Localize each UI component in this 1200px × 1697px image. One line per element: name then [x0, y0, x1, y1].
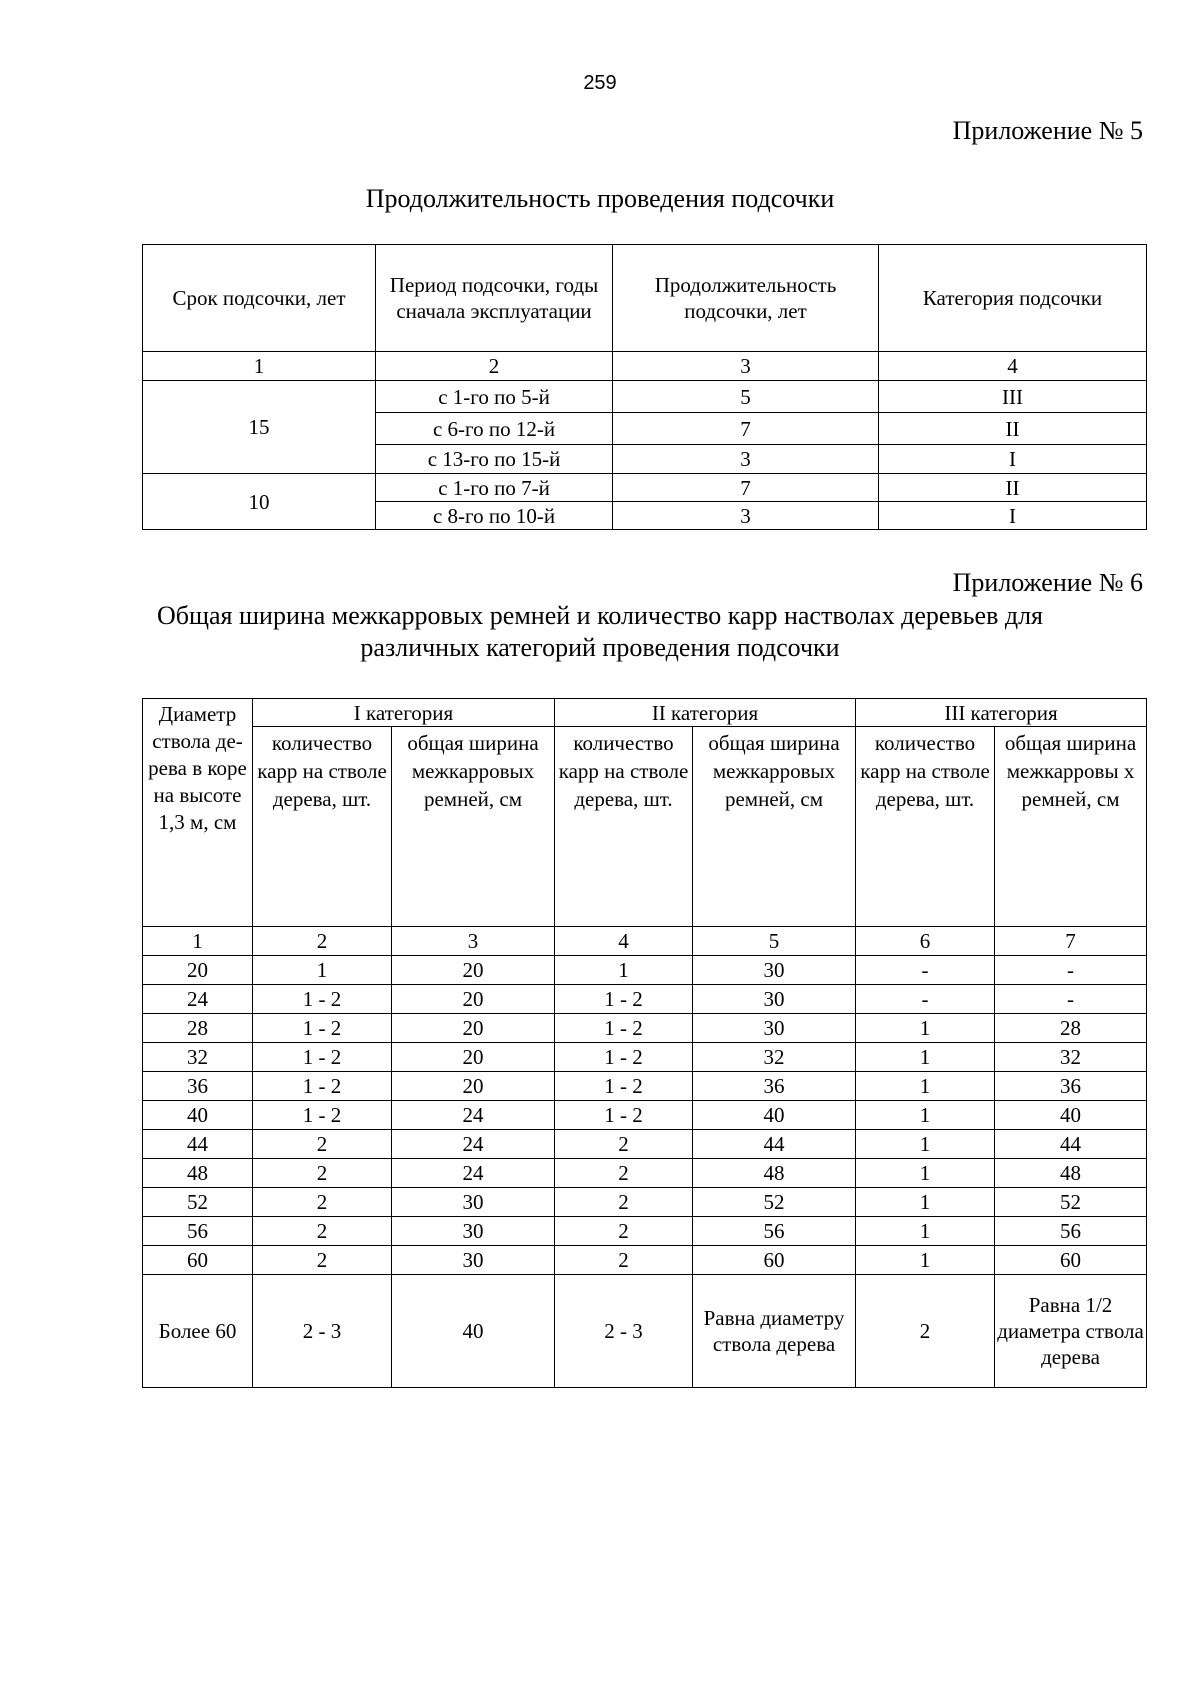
cell: 2: [253, 1159, 392, 1188]
period-cell: с 1-го по 5-й: [376, 381, 613, 413]
col-number: 6: [856, 927, 995, 956]
cell: 44: [693, 1130, 856, 1159]
duration-cell: 5: [613, 381, 879, 413]
cell: 56: [143, 1217, 253, 1246]
cell: 1: [856, 1246, 995, 1275]
table-row: [143, 985, 1147, 1014]
appendix-5-label: Приложение № 5: [952, 116, 1143, 145]
cell: 30: [392, 1188, 555, 1217]
cell: 1: [555, 956, 693, 985]
col-number: 5: [693, 927, 856, 956]
cell: 2: [253, 1246, 392, 1275]
period-cell: с 8-го по 10-й: [376, 502, 613, 530]
header-term-text: Срок подсочки, лет: [172, 286, 346, 310]
cell: 44: [995, 1130, 1147, 1159]
table-header-row: [143, 245, 1147, 352]
cell: -: [856, 985, 995, 1014]
cell: 2 - 3: [555, 1275, 693, 1388]
cell: 1 - 2: [555, 1101, 693, 1130]
subheader-count: количество карр на стволе дерева, шт.: [555, 727, 693, 927]
cell: 2: [555, 1217, 693, 1246]
header-period: [376, 245, 613, 352]
table-row: [143, 1130, 1147, 1159]
cell: 20: [392, 1072, 555, 1101]
cell: 32: [995, 1043, 1147, 1072]
cell: -: [995, 985, 1147, 1014]
cell: 1: [253, 956, 392, 985]
table-row: [143, 1072, 1147, 1101]
header-category-3: III категория: [856, 699, 1147, 727]
category-cell: II: [879, 474, 1147, 502]
cell: 2: [555, 1246, 693, 1275]
period-cell: с 1-го по 7-й: [376, 474, 613, 502]
cell: 52: [693, 1188, 856, 1217]
cell: 2: [253, 1130, 392, 1159]
cell: 30: [392, 1217, 555, 1246]
cell: 36: [143, 1072, 253, 1101]
cell: 44: [143, 1130, 253, 1159]
cell: 1: [856, 1101, 995, 1130]
cell: 2: [253, 1217, 392, 1246]
cell: 30: [693, 985, 856, 1014]
col-number: 3: [392, 927, 555, 956]
cell: 1 - 2: [555, 1072, 693, 1101]
subheader-count: количество карр на стволе дерева, шт.: [253, 727, 392, 927]
table-row: [143, 474, 1147, 502]
cell: 2 - 3: [253, 1275, 392, 1388]
cell: 2: [555, 1159, 693, 1188]
duration-cell: 3: [613, 445, 879, 474]
cell: 1 - 2: [253, 985, 392, 1014]
cell: 1 - 2: [253, 1014, 392, 1043]
cell: 56: [995, 1217, 1147, 1246]
page-number: 259: [583, 72, 617, 94]
subheader-width: общая ширина межкарровых ремней, см: [392, 727, 555, 927]
cell: 36: [995, 1072, 1147, 1101]
subheader-row: [143, 727, 1147, 927]
appendix-6-table: [142, 698, 1147, 1388]
appendix-5-title: Продолжительность проведения подсочки: [365, 184, 835, 213]
cell: 48: [995, 1159, 1147, 1188]
cell: 1: [856, 1043, 995, 1072]
cell: 40: [995, 1101, 1147, 1130]
duration-cell: 7: [613, 474, 879, 502]
cell: 1 - 2: [555, 985, 693, 1014]
category-cell: III: [879, 381, 1147, 413]
cell: -: [995, 956, 1147, 985]
period-cell: с 6-го по 12-й: [376, 413, 613, 445]
header-term: [143, 245, 376, 352]
col-number: 2: [253, 927, 392, 956]
cell: 30: [693, 956, 856, 985]
subheader-count: количество карр на стволе дерева, шт.: [856, 727, 995, 927]
cell: 40: [143, 1101, 253, 1130]
table-row: [143, 1014, 1147, 1043]
header-diameter: Диаметр ствола де-рева в коре на высоте 1,3 м, см: [143, 699, 253, 927]
appendix-6-title-line2: различных категорий проведения подсочки: [360, 633, 840, 662]
cell: 24: [392, 1159, 555, 1188]
appendix-6-title-line1: Общая ширина межкарровых ремней и количество карр настволах деревьев для: [156, 601, 1044, 630]
cell: 28: [143, 1014, 253, 1043]
header-category-2: II категория: [555, 699, 856, 727]
cell: 1 - 2: [555, 1043, 693, 1072]
header-category-text: Категория подсочки: [922, 286, 1103, 310]
cell: 20: [392, 1043, 555, 1072]
category-cell: I: [879, 445, 1147, 474]
cell: 1 - 2: [253, 1043, 392, 1072]
cell: 2: [253, 1188, 392, 1217]
cell: 1: [856, 1130, 995, 1159]
cell: 56: [693, 1217, 856, 1246]
cell: 36: [693, 1072, 856, 1101]
cell: 32: [143, 1043, 253, 1072]
cell: 40: [693, 1101, 856, 1130]
col-number: 1: [143, 352, 376, 381]
category-header-row: [143, 699, 1147, 727]
cell: 48: [693, 1159, 856, 1188]
col-number: 4: [555, 927, 693, 956]
period-cell: с 13-го по 15-й: [376, 445, 613, 474]
table-row: [143, 1159, 1147, 1188]
col-number: 3: [613, 352, 879, 381]
cell: 1: [856, 1188, 995, 1217]
cell: 60: [995, 1246, 1147, 1275]
table-row: [143, 1275, 1147, 1388]
cell: 2: [555, 1188, 693, 1217]
table-row: [143, 1043, 1147, 1072]
cell: 1: [856, 1014, 995, 1043]
cell: 52: [995, 1188, 1147, 1217]
cell: 48: [143, 1159, 253, 1188]
header-period-text: Период подсочки, годы сначала эксплуатации: [389, 273, 599, 323]
category-cell: I: [879, 502, 1147, 530]
table-row: [143, 956, 1147, 985]
cell: 20: [143, 956, 253, 985]
table-row: [143, 381, 1147, 413]
cell: 2: [555, 1130, 693, 1159]
cell: 28: [995, 1014, 1147, 1043]
cell: 30: [693, 1014, 856, 1043]
cell: Равна диаметру ствола дерева: [693, 1275, 856, 1388]
cell: 40: [392, 1275, 555, 1388]
cell: Равна 1/2 диаметра ствола дерева: [995, 1275, 1147, 1388]
cell: 32: [693, 1043, 856, 1072]
appendix-5-table: [142, 244, 1147, 530]
cell: 1: [856, 1159, 995, 1188]
term-cell: 15: [143, 381, 376, 474]
column-number-row: [143, 927, 1147, 956]
appendix-6-label: Приложение № 6: [952, 568, 1143, 597]
subheader-width: общая ширина межкарровых ремней, см: [693, 727, 856, 927]
col-number: 2: [376, 352, 613, 381]
cell: 1 - 2: [555, 1014, 693, 1043]
cell: 60: [693, 1246, 856, 1275]
cell: 52: [143, 1188, 253, 1217]
cell: 24: [143, 985, 253, 1014]
subheader-width: общая ширина межкарровы х ремней, см: [995, 727, 1147, 927]
table-row: [143, 1217, 1147, 1246]
table-row: [143, 1101, 1147, 1130]
table-row: [143, 1246, 1147, 1275]
table-row: [143, 1188, 1147, 1217]
duration-cell: 3: [613, 502, 879, 530]
col-number: 4: [879, 352, 1147, 381]
cell: 20: [392, 956, 555, 985]
cell: 1 - 2: [253, 1072, 392, 1101]
category-cell: II: [879, 413, 1147, 445]
cell: Более 60: [143, 1275, 253, 1388]
header-category-1: I категория: [253, 699, 555, 727]
cell: -: [856, 956, 995, 985]
cell: 60: [143, 1246, 253, 1275]
col-number: 7: [995, 927, 1147, 956]
cell: 1: [856, 1217, 995, 1246]
header-duration-text: Продолжительность подсочки, лет: [654, 273, 837, 323]
header-duration: [613, 245, 879, 352]
duration-cell: 7: [613, 413, 879, 445]
cell: 20: [392, 1014, 555, 1043]
header-category: [879, 245, 1147, 352]
cell: 24: [392, 1130, 555, 1159]
cell: 30: [392, 1246, 555, 1275]
cell: 1 - 2: [253, 1101, 392, 1130]
col-number: 1: [143, 927, 253, 956]
cell: 24: [392, 1101, 555, 1130]
cell: 1: [856, 1072, 995, 1101]
cell: 20: [392, 985, 555, 1014]
term-cell: 10: [143, 474, 376, 530]
column-number-row: [143, 352, 1147, 381]
cell: 2: [856, 1275, 995, 1388]
